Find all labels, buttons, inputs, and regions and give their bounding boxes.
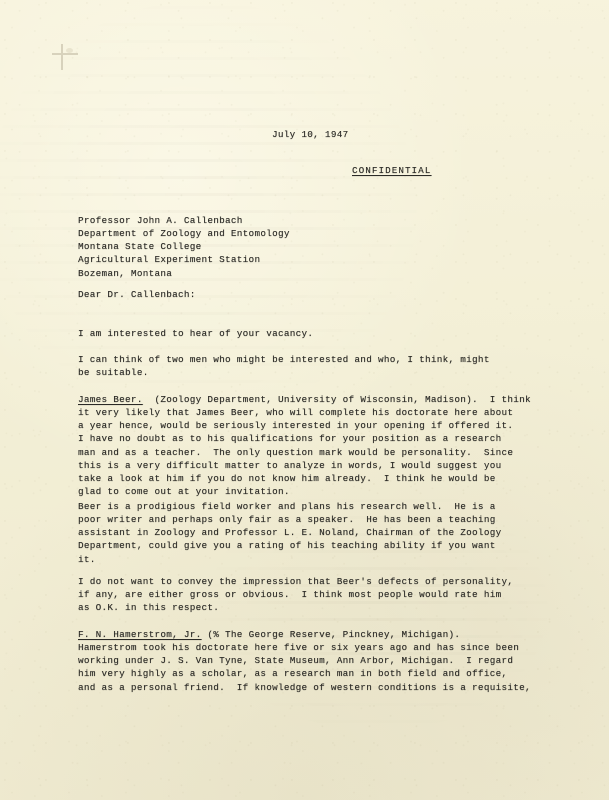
paragraph-6-line-4: him very highly as a scholar, as a research man in both field and office, [78,668,508,680]
paragraph-6-line-3: working under J. S. Van Tyne, State Museum, Ann Arbor, Michigan. I regard [78,655,514,667]
paragraph-6-hamerstrom [78,628,531,694]
recipient-line-5: Bozeman, Montana [78,267,173,279]
paragraph-5-line-1: I do not want to convey the impression that Beer's defects of personality, [78,576,514,587]
paragraph-5-line-2: if any, are either gross or obvious. I think most people would rate him [78,589,502,601]
paragraph-5 [78,575,513,614]
paragraph-2 [78,353,490,379]
paragraph-2-line-2: be suitable. [78,367,149,379]
paragraph-4-line-2: poor writer and perhaps only fair as a speaker. He has been a teaching [78,514,496,526]
paragraph-3-line-3: a year hence, would be seriously interested in your opening if offered it. [78,420,514,432]
paragraph-3-line-6: this is a very difficult matter to analyze in words, I would suggest you [78,459,502,471]
paragraph-3-line-7: take a look at him if you do not know him already. I think he would be [78,472,496,484]
paragraph-4-line-4: Department, could give you a rating of his teaching ability if you want [78,540,496,552]
salutation: Dear Dr. Callenbach: [78,289,196,300]
candidate-name-james-beer: James Beer. [78,394,143,405]
recipient-line-4: Agricultural Experiment Station [78,254,261,266]
paragraph-1: I am interested to hear of your vacancy. [78,328,314,339]
paragraph-6-line-1-rest: (% The George Reserve, Pinckney, Michigan). [201,629,461,640]
paragraph-3-line-2: it very likely that James Beer, who will complete his doctorate here about [78,407,514,419]
recipient-line-1: Professor John A. Callenbach [78,215,243,226]
paragraph-3-line-5: man and as a teacher. The only question mark would be personality. Since [78,446,514,458]
paragraph-4 [78,500,501,566]
recipient-address-block [78,214,290,280]
paragraph-3-line-8: glad to come out at your invitation. [78,486,290,498]
paragraph-6-line-2: Hamerstrom took his doctorate here five or six years ago and has since been [78,642,520,654]
paragraph-5-line-3: as O.K. in this respect. [78,602,220,614]
paragraph-4-line-1: Beer is a prodigious field worker and plans his research well. He is a [78,501,496,512]
recipient-line-2: Department of Zoology and Entomology [78,228,290,240]
paragraph-4-line-5: it. [78,553,96,565]
paragraph-3-line-4: I have no doubt as to his qualifications for your position as a research [78,433,502,445]
candidate-name-hamerstrom: F. N. Hamerstrom, Jr. [78,629,202,640]
paragraph-4-line-3: assistant in Zoology and Professor L. E. Noland, Chairman of the Zoology [78,527,502,539]
paragraph-3-james-beer [78,393,531,498]
paragraph-2-line-1: I can think of two men who might be interested and who, I think, might [78,354,490,365]
letter-date: July 10, 1947 [272,129,349,140]
confidential-stamp: CONFIDENTIAL [352,165,432,176]
recipient-line-3: Montana State College [78,241,202,253]
paragraph-6-line-5: and as a personal friend. If knowledge of western conditions is a requisite, [78,681,531,693]
paragraph-3-line-1-rest: (Zoology Department, University of Wisconsin, Madison). I think [142,394,531,405]
